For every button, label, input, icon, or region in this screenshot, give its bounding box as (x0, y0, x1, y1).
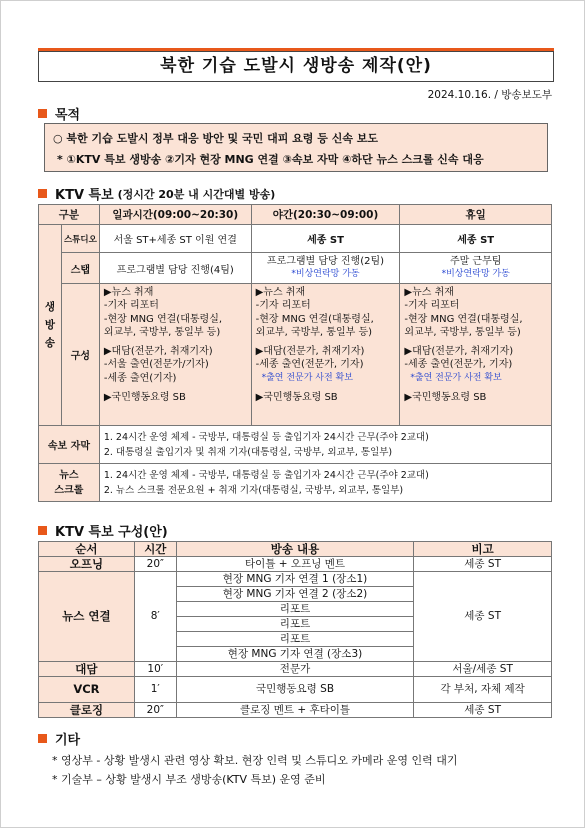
date: 2024.10.16. (427, 89, 492, 101)
date-line: 2024.10.16. / 방송보도부 (427, 89, 552, 101)
row-label: 뉴스 연결 (39, 572, 135, 662)
table-row (39, 464, 552, 502)
table-cell: 세종 ST (251, 225, 400, 253)
section-etc (38, 729, 80, 748)
studio-label: 스튜디오 (61, 225, 99, 253)
table-cell: 현장 MNG 기자 연결 2 (장소2) (176, 587, 414, 602)
table-row (39, 225, 552, 253)
table-cell: 국민행동요령 SB (176, 677, 414, 703)
table-row (39, 703, 552, 718)
table-row (39, 426, 552, 464)
author: 방송보도부 (501, 89, 552, 101)
table-cell: 20″ (134, 703, 176, 718)
row-label: 클로징 (39, 703, 135, 718)
table-cell: 세종 ST (414, 703, 552, 718)
header-cell: 시간 (134, 542, 176, 557)
table-cell: 프로그램별 담당 진행(2팀) *비상연락망 가동 (251, 253, 400, 284)
purpose-line-2: * ①KTV 특보 생방송 ②기자 현장 MNG 연결 ③속보 자막 ④하단 뉴스 스크롤 신속 대응 (57, 153, 484, 166)
composition-cell: ▶뉴스 취재 -기자 리포터 -현장 MNG 연결(대통령실, 외교부, 국방부, 통일부 등) ▶대담(전문가, 취재기자) -서울 출연(전문가/기자) -세종 출연(기자) ▶국민행동요령 SB (99, 284, 251, 426)
table-cell: 20″ (134, 557, 176, 572)
header-cell: 순서 (39, 542, 135, 557)
header-cell: 구분 (39, 205, 100, 225)
section-title: 기타 (55, 733, 81, 748)
table-row (39, 662, 552, 677)
table-cell: 1′ (134, 677, 176, 703)
section-ktv-structure (38, 521, 168, 540)
table-cell: 서울 ST+세종 ST 이원 연결 (99, 225, 251, 253)
table-cell: 각 부처, 자체 제작 (414, 677, 552, 703)
header-cell: 일과시간(09:00~20:30) (99, 205, 251, 225)
composition-cell: ▶뉴스 취재 -기자 리포터 -현장 MNG 연결(대통령실, 외교부, 국방부, 통일부 등) ▶대담(전문가, 취재기자) -세종 출연(전문가, 기자) *출연 전문가 사전 확보 ▶국민행동요령 SB (400, 284, 552, 426)
bullet-square-icon (38, 734, 47, 743)
scroll-cell: 1. 24시간 운영 체제 - 국방부, 대통령실 등 출입기자 24시간 근무(주야 2교대) 2. 뉴스 스크롤 전문요원 + 취재 기자(대통령실, 국방부, 외교부, 통일부) (99, 464, 551, 502)
table-cell: 8′ (134, 572, 176, 662)
section-purpose (38, 104, 80, 123)
table-row (39, 572, 552, 587)
table-row (39, 677, 552, 703)
section-title: 목적 (55, 108, 81, 123)
header-cell: 야간(20:30~09:00) (251, 205, 400, 225)
table-cell: 10′ (134, 662, 176, 677)
header-cell: 방송 내용 (176, 542, 414, 557)
table-header-row (39, 205, 552, 225)
table-cell: 리포트 (176, 602, 414, 617)
composition-cell: ▶뉴스 취재 -기자 리포터 -현장 MNG 연결(대통령실, 외교부, 국방부, 통일부 등) ▶대담(전문가, 취재기자) -세종 출연(전문가, 기자) *출연 전문가 사전 확보 ▶국민행동요령 SB (251, 284, 400, 426)
composition-label: 구성 (61, 284, 99, 426)
table-cell: 프로그램별 담당 진행(4팀) (99, 253, 251, 284)
table-cell: 주말 근무팀 *비상연락망 가동 (400, 253, 552, 284)
table-row (39, 253, 552, 284)
table-row (39, 557, 552, 572)
table-cell: 세종 ST (414, 572, 552, 662)
table-cell: 현장 MNG 기자 연결 (장소3) (176, 647, 414, 662)
page-title: 북한 기습 도발시 생방송 제작(안) (38, 51, 554, 82)
bullet-square-icon (38, 189, 47, 198)
header-cell: 비고 (414, 542, 552, 557)
table-cell: 리포트 (176, 617, 414, 632)
bullet-square-icon (38, 109, 47, 118)
table-cell: 리포트 (176, 632, 414, 647)
schedule-table (38, 204, 552, 502)
table-cell: 클로징 멘트 + 후타이틀 (176, 703, 414, 718)
header-cell: 휴일 (400, 205, 552, 225)
section-title: KTV 특보 (55, 188, 114, 203)
flash-cell: 1. 24시간 운영 체제 - 국방부, 대통령실 등 출입기자 24시간 근무(주야 2교대) 2. 대통령실 출입기자 및 취재 기자(대통령실, 국방부, 외교부, 통일부) (99, 426, 551, 464)
live-label: 생방송 (39, 225, 62, 426)
row-label: VCR (39, 677, 135, 703)
staff-label: 스탭 (61, 253, 99, 284)
table-header-row (39, 542, 552, 557)
table-cell: 전문가 (176, 662, 414, 677)
row-label: 대담 (39, 662, 135, 677)
program-table (38, 541, 552, 718)
scroll-label: 뉴스 스크롤 (39, 464, 100, 502)
etc-line-2: * 기술부 – 상황 발생시 부조 생방송(KTV 특보) 운영 준비 (52, 773, 326, 786)
section-title: KTV 특보 구성(안) (55, 525, 168, 540)
bullet-square-icon (38, 526, 47, 535)
purpose-box (44, 123, 548, 172)
table-row (39, 284, 552, 426)
table-cell: 서울/세종 ST (414, 662, 552, 677)
etc-line-1: * 영상부 - 상황 발생시 관련 영상 확보. 현장 인력 및 스튜디오 카메라 운영 인력 대기 (52, 754, 458, 767)
section-ktv-special (38, 184, 275, 203)
row-label: 오프닝 (39, 557, 135, 572)
flash-label: 속보 자막 (39, 426, 100, 464)
table-cell: 현장 MNG 기자 연결 1 (장소1) (176, 572, 414, 587)
purpose-line-1: ○ 북한 기습 도발시 정부 대응 방안 및 국민 대피 요령 등 신속 보도 (53, 132, 379, 145)
table-cell: 세종 ST (400, 225, 552, 253)
table-cell: 타이틀 + 오프닝 멘트 (176, 557, 414, 572)
section-subtitle: (정시간 20분 내 시간대별 방송) (117, 187, 276, 201)
table-cell: 세종 ST (414, 557, 552, 572)
